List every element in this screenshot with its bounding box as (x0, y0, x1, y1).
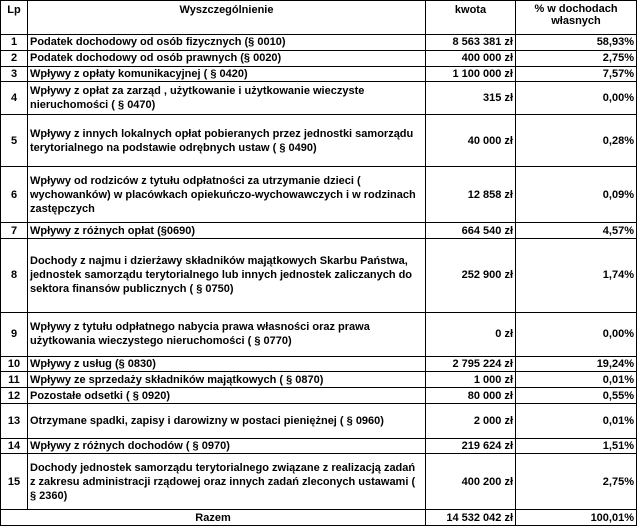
row-share: 1,51% (516, 438, 637, 454)
row-lp: 7 (1, 223, 28, 239)
row-share: 0,09% (516, 167, 637, 223)
table-row (1, 356, 637, 372)
row-lp: 15 (1, 454, 28, 510)
header-share: % w dochodach własnych (516, 1, 637, 35)
row-amount: 80 000 zł (426, 388, 516, 404)
table-row (1, 66, 637, 82)
table-row (1, 114, 637, 167)
table-row (1, 167, 637, 223)
row-share: 0,00% (516, 312, 637, 356)
row-description: Podatek dochodowy od osób fizycznych (§ 0010) (28, 35, 426, 51)
row-description: Wpływy z opłaty komunikacyjnej ( § 0420) (28, 66, 426, 82)
table-row (1, 388, 637, 404)
row-share: 0,28% (516, 114, 637, 167)
row-lp: 13 (1, 403, 28, 438)
row-lp: 8 (1, 238, 28, 312)
row-lp: 9 (1, 312, 28, 356)
row-amount: 400 000 zł (426, 50, 516, 66)
row-share: 0,00% (516, 82, 637, 115)
row-description: Pozostałe odsetki ( § 0920) (28, 388, 426, 404)
row-description: Wpływy ze sprzedaży składników majątkowych ( § 0870) (28, 372, 426, 388)
row-amount: 1 100 000 zł (426, 66, 516, 82)
table-row (1, 50, 637, 66)
row-share: 2,75% (516, 454, 637, 510)
row-description: Wpływy z innych lokalnych opłat pobieranych przez jednostki samorządu terytorialnego na podstawie odrębnych ustaw ( § 0490) (28, 114, 426, 167)
row-share: 0,55% (516, 388, 637, 404)
row-description: Wpływy z opłat za zarząd , użytkowanie i użytkowanie wieczyste nieruchomości ( § 0470) (28, 82, 426, 115)
row-lp: 11 (1, 372, 28, 388)
row-amount: 664 540 zł (426, 223, 516, 239)
table-row (1, 223, 637, 239)
row-description: Wpływy z usług (§ 0830) (28, 356, 426, 372)
row-description: Dochody z najmu i dzierżawy składników majątkowych Skarbu Państwa, jednostek samorządu terytorialnego lub innych jednostek zaliczanych do sektora finansów publicznych ( § 0750) (28, 238, 426, 312)
row-lp: 6 (1, 167, 28, 223)
row-lp: 4 (1, 82, 28, 115)
row-share: 7,57% (516, 66, 637, 82)
row-description: Wpływy z różnych dochodów ( § 0970) (28, 438, 426, 454)
row-lp: 2 (1, 50, 28, 66)
row-amount: 219 624 zł (426, 438, 516, 454)
row-amount: 315 zł (426, 82, 516, 115)
table-row (1, 438, 637, 454)
row-amount: 8 563 381 zł (426, 35, 516, 51)
row-amount: 2 000 zł (426, 403, 516, 438)
table-row (1, 403, 637, 438)
row-amount: 1 000 zł (426, 372, 516, 388)
row-lp: 14 (1, 438, 28, 454)
total-row (1, 510, 637, 526)
row-share: 0,01% (516, 403, 637, 438)
row-amount: 2 795 224 zł (426, 356, 516, 372)
row-amount: 40 000 zł (426, 114, 516, 167)
row-share: 19,24% (516, 356, 637, 372)
row-lp: 3 (1, 66, 28, 82)
table-header-row (1, 1, 637, 35)
table-row (1, 372, 637, 388)
row-amount: 0 zł (426, 312, 516, 356)
row-lp: 10 (1, 356, 28, 372)
row-description: Wpływy z różnych opłat (§0690) (28, 223, 426, 239)
table-row (1, 238, 637, 312)
header-lp: Lp (1, 1, 28, 35)
row-description: Podatek dochodowy od osób prawnych (§ 0020) (28, 50, 426, 66)
row-lp: 1 (1, 35, 28, 51)
header-description: Wyszczególnienie (28, 1, 426, 35)
total-share: 100,01% (516, 510, 637, 526)
header-amount: kwota (426, 1, 516, 35)
row-amount: 400 200 zł (426, 454, 516, 510)
row-share: 1,74% (516, 238, 637, 312)
row-share: 2,75% (516, 50, 637, 66)
row-description: Wpływy od rodziców z tytułu odpłatności za utrzymanie dzieci ( wychowanków) w placówkach opiekuńczo-wychowawczych i w rodzinach zastępczych (28, 167, 426, 223)
row-share: 0,01% (516, 372, 637, 388)
total-label: Razem (1, 510, 426, 526)
row-amount: 252 900 zł (426, 238, 516, 312)
row-description: Dochody jednostek samorządu terytorialnego związane z realizacją zadań z zakresu administracji rządowej oraz innych zadań zleconych ustawami ( § 2360) (28, 454, 426, 510)
table-row (1, 35, 637, 51)
row-share: 58,93% (516, 35, 637, 51)
total-amount: 14 532 042 zł (426, 510, 516, 526)
row-description: Wpływy z tytułu odpłatnego nabycia prawa własności oraz prawa użytkowania wieczystego nieruchomości ( § 0770) (28, 312, 426, 356)
row-description: Otrzymane spadki, zapisy i darowizny w postaci pieniężnej ( § 0960) (28, 403, 426, 438)
table-row (1, 82, 637, 115)
row-lp: 12 (1, 388, 28, 404)
table-row (1, 312, 637, 356)
row-lp: 5 (1, 114, 28, 167)
row-amount: 12 858 zł (426, 167, 516, 223)
table-row (1, 454, 637, 510)
row-share: 4,57% (516, 223, 637, 239)
